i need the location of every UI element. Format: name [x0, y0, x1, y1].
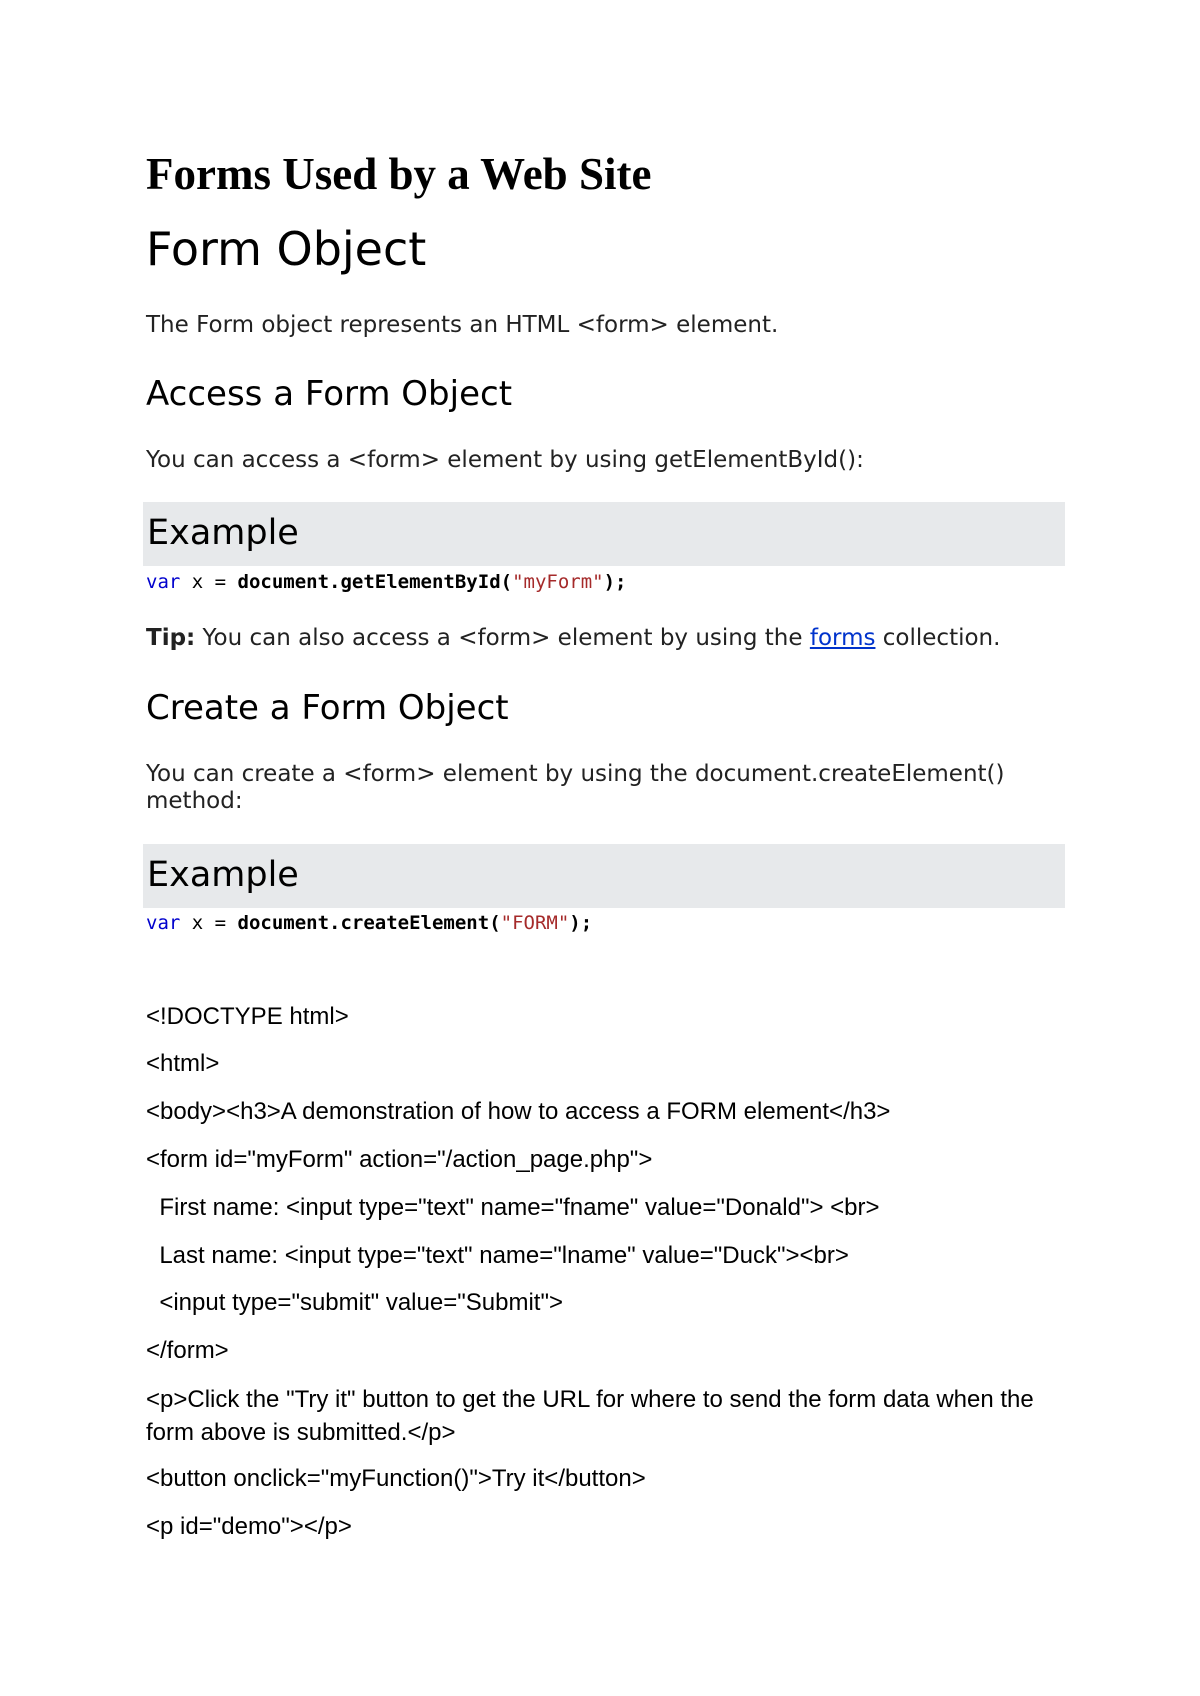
tip-paragraph [146, 624, 1000, 652]
create-description-line1: You can create a <form> element by using the document.createElement() [146, 761, 1005, 787]
source-line: </form> [146, 1337, 229, 1364]
access-code-line [146, 570, 626, 594]
source-line: First name: <input type="text" name="fname" value="Donald"> <br> [146, 1194, 880, 1221]
document-title: Forms Used by a Web Site [146, 149, 652, 199]
code-keyword: var [146, 571, 181, 593]
source-line: <p>Click the "Try it" button to get the URL for where to send the form data when the form above is submitted.</p> [146, 1386, 1034, 1446]
tip-text-before: You can also access a <form> element by using the [195, 625, 810, 651]
code-call: document.getElementById( [237, 571, 513, 593]
tip-text-after: collection. [875, 625, 1001, 651]
forms-link[interactable]: forms [809, 625, 876, 651]
code-string: "myForm" [512, 571, 604, 593]
create-description-line2: method: [146, 788, 243, 814]
code-string: "FORM" [500, 912, 570, 934]
create-example-box [143, 844, 1065, 908]
intro-paragraph: The Form object represents an HTML <form> element. [146, 312, 779, 338]
source-line: Last name: <input type="text" name="lname" value="Duck"><br> [146, 1242, 849, 1269]
access-example-label: Example [147, 513, 299, 553]
access-example-box [143, 502, 1065, 566]
create-code-line [146, 911, 592, 935]
code-end: ); [603, 571, 627, 593]
source-line: <html> [146, 1050, 220, 1077]
object-title: Form Object [146, 222, 427, 276]
source-line: <body><h3>A demonstration of how to access a FORM element</h3> [146, 1098, 891, 1125]
source-line: <button onclick="myFunction()">Try it</button> [146, 1465, 646, 1492]
code-end: ); [569, 912, 593, 934]
code-variable: x = [180, 571, 238, 593]
code-variable: x = [180, 912, 238, 934]
source-line: <form id="myForm" action="/action_page.php"> [146, 1146, 653, 1173]
tip-label: Tip: [146, 625, 196, 651]
access-heading: Access a Form Object [146, 374, 513, 414]
create-heading: Create a Form Object [146, 688, 509, 728]
code-keyword: var [146, 912, 181, 934]
source-line: <input type="submit" value="Submit"> [146, 1289, 563, 1316]
source-line: <p id="demo"></p> [146, 1513, 352, 1540]
access-description: You can access a <form> element by using getElementById(): [146, 447, 864, 473]
create-example-label: Example [147, 855, 299, 895]
source-line: <!DOCTYPE html> [146, 1003, 349, 1030]
code-call: document.createElement( [237, 912, 501, 934]
